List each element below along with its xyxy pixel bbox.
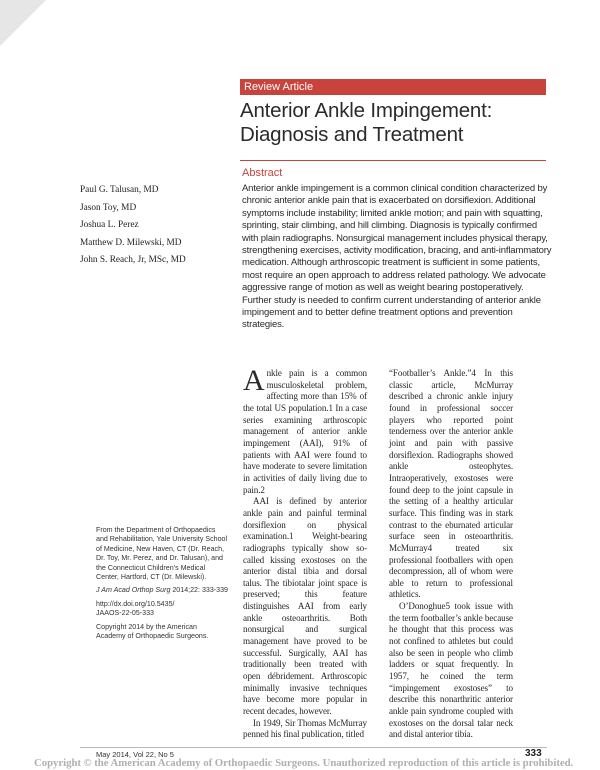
doi-url[interactable]: http://dx.doi.org/10.5435/ <box>96 599 175 608</box>
citation-details: 2014;22: 333-339 <box>170 586 228 595</box>
article-title <box>240 99 570 147</box>
author-name: Matthew D. Milewski, MD <box>80 237 182 248</box>
page-fold-corner <box>0 0 46 46</box>
author-name: John S. Reach, Jr, MSc, MD <box>80 255 186 266</box>
author-name: Paul G. Talusan, MD <box>80 185 159 195</box>
journal-issue: May 2014, Vol 22, No 5 <box>96 750 174 759</box>
citation <box>96 586 228 595</box>
drop-cap: A <box>243 364 265 397</box>
abstract-heading: Abstract <box>242 167 283 179</box>
body-paragraph: O’Donoghue5 took issue with the term footballer’s ankle because he thought that this process was not confined to athletes but could also be seen in people who climb ladders or squat frequently. In 1957, he coined the term “impingement exostoses” to describe this nonarthritic anterior ankle pain syndrome coupled with exostoses on the dorsal talar neck and distal anterior tibia. <box>389 601 513 740</box>
abstract-text: Anterior ankle impingement is a common clinical condition characterized by chronic anterior ankle pain that is exacerbated on dorsiflexion. Additional symptoms include instability; limited ankle motion; and pain with squatting, sprinting, stair climbing, and hill climbing. Diagnosis is typically confirmed with plain radiographs. Nonsurgical management includes physical therapy, strengthening exercises, activity modification, bracing, and anti-inflammatory medication. Although arthroscopic treatment is sufficient in some patients, most require an open approach to address related pathology. We advocate aggressive range of motion as well as weight bearing postoperatively. Further study is needed to confirm current understanding of anterior ankle impingement and to better define treatment options and prevention strategies. <box>242 183 552 331</box>
body-column-1 <box>243 364 367 741</box>
article-type-label: Review Article <box>244 81 314 93</box>
title-line-1: Anterior Ankle Impingement: <box>240 99 493 122</box>
paragraph-text: nkle pain is a common musculoskeletal problem, affecting more than 15% of the total US population.1 In a case series examining arthroscopic management of anterior ankle impingement (AAI), 91% of patients with AAI were found to have moderate to severe limitation in activities of daily living due to pain.2 <box>243 368 367 495</box>
body-paragraph: AAI is defined by anterior ankle pain and painful terminal dorsiflexion on physical examination.1 Weight-bearing radiographs typically show so-called kissing exostoses on the anterior distal tibia and dorsal talus. The tibiotalar joint space is preserved; this feature distinguishes AAI from early ankle osteoarthritis. Both nonsurgical and surgical management have proved to be successful. Surgically, AAI has traditionally been treated with open débridement. Arthroscopic minimally invasive techniques have become more popular in recent decades, however. <box>243 496 367 717</box>
author-list <box>80 182 230 270</box>
citation-journal: J Am Acad Orthop Surg <box>96 586 171 595</box>
title-line-2: Diagnosis and Treatment <box>240 123 464 146</box>
author-name: Jason Toy, MD <box>80 202 137 213</box>
copyright-watermark: Copyright © the American Academy of Orthopaedic Surgeons. Unauthorized reproduction of this article is prohibited. <box>34 757 574 769</box>
body-paragraph: In 1949, Sir Thomas McMurray penned his final publication, titled <box>243 717 367 740</box>
author-name: Joshua L. Perez <box>80 220 139 231</box>
body-paragraph: “Footballer’s Ankle.”4 In this classic article, McMurray described a chronic ankle injury found in professional soccer players who reported point tenderness over the anterior ankle joint and pain with passive dorsiflexion. Radiographs showed ankle osteophytes. Intraoperatively, exostoses were found deep to the joint capsule in the setting of a healthy articular surface. This finding was in stark contrast to the eburnated articular surface seen in osteoarthritis. McMurray4 treated six professional footballers with open decompression, all of whom were able to return to professional athletics. <box>389 368 513 600</box>
affiliation-text: From the Department of Orthopaedics and Rehabilitation, Yale University School of Medicine, New Haven, CT (Dr. Reach, Dr. Toy, Mr. Perez, and Dr. Talusan), and the Connecticut Children’s Medical Center, Hartford, CT (Dr. Milewski). <box>96 526 228 582</box>
affiliation-block <box>96 526 228 645</box>
body-column-2 <box>389 368 513 741</box>
doi-id: JAAOS-22-05-333 <box>96 609 154 618</box>
page-number: 333 <box>525 748 542 759</box>
body-paragraph <box>243 364 367 496</box>
article-type-banner <box>240 79 546 95</box>
doi <box>96 600 228 619</box>
abstract-divider <box>240 160 546 161</box>
footer-divider <box>80 747 547 748</box>
affiliation-copyright: Copyright 2014 by the American Academy of Orthopaedic Surgeons. <box>96 622 209 641</box>
